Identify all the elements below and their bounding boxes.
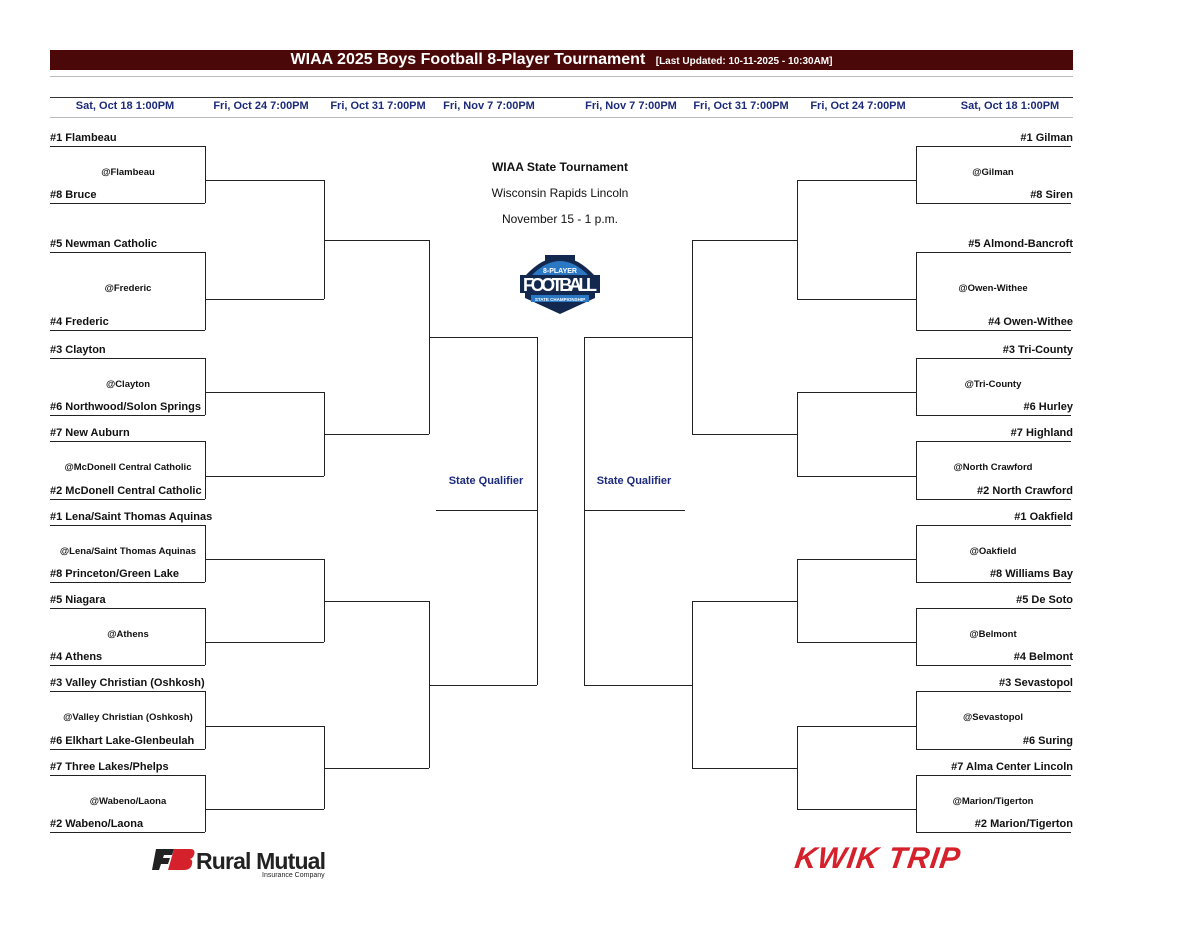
bracket-line (692, 240, 693, 434)
bracket-line (205, 476, 324, 477)
round-date: Fri, Nov 7 7:00PM (443, 100, 535, 112)
bracket-line (692, 434, 797, 435)
round-date: Sat, Oct 18 1:00PM (75, 100, 175, 112)
team-seed: #3 Valley Christian (Oshkosh) (50, 677, 205, 689)
state-qualifier-label: State Qualifier (448, 475, 524, 487)
team-seed: #3 Sevastopol (999, 677, 1073, 689)
team-seed: #2 Wabeno/Laona (50, 818, 144, 830)
bracket-line (916, 582, 1071, 583)
game-site: @Owen-Withee (958, 283, 1028, 294)
game-site: @Sevastopol (963, 712, 1023, 723)
bracket-line (692, 240, 797, 241)
game-site: @Oakfield (969, 546, 1017, 557)
team-seed: #5 Almond-Bancroft (968, 238, 1073, 250)
game-site: @Wabeno/Laona (89, 796, 167, 807)
divider (50, 117, 1073, 118)
bracket-line (916, 525, 1071, 526)
team-seed: #3 Tri-County (1002, 344, 1073, 356)
bracket-line (916, 203, 1071, 204)
game-site: @Lena/Saint Thomas Aquinas (59, 546, 197, 557)
team-seed: #1 Oakfield (1014, 511, 1073, 523)
bracket-line (205, 559, 324, 560)
bracket-line (50, 691, 205, 692)
game-site: @Tri-County (964, 379, 1022, 390)
bracket-line (916, 832, 1071, 833)
round-date: Sat, Oct 18 1:00PM (960, 100, 1060, 112)
bracket-line (916, 330, 1071, 331)
game-site: @North Crawford (953, 462, 1033, 473)
team-seed: #1 Gilman (1020, 132, 1073, 144)
team-seed: #3 Clayton (50, 344, 106, 356)
game-site: @Flambeau (101, 167, 155, 178)
round-date: Fri, Nov 7 7:00PM (585, 100, 677, 112)
game-site: @Gilman (972, 167, 1014, 178)
team-seed: #6 Elkhart Lake-Glenbeulah (50, 735, 195, 747)
bracket-line (50, 775, 205, 776)
bracket-line (692, 601, 797, 602)
bracket-line (324, 434, 429, 435)
bracket-line (797, 809, 916, 810)
team-seed: #8 Siren (1030, 189, 1073, 201)
bracket-line (797, 392, 916, 393)
bracket-line (324, 240, 429, 241)
team-seed: #1 Lena/Saint Thomas Aquinas (50, 511, 213, 523)
bracket-line (797, 180, 916, 181)
rural-mutual-sub: Insurance Company (262, 872, 325, 879)
bracket-line (916, 415, 1071, 416)
bracket-line (429, 337, 537, 338)
game-site: @Valley Christian (Oshkosh) (63, 712, 193, 723)
bracket-line (584, 337, 692, 338)
bracket-line (50, 582, 205, 583)
team-seed: #4 Owen-Withee (988, 316, 1073, 328)
team-seed: #8 Williams Bay (989, 568, 1073, 580)
bracket-line (50, 252, 205, 253)
bracket-line (916, 252, 1071, 253)
bracket-line (50, 441, 205, 442)
bracket-line (50, 203, 205, 204)
bracket-line (797, 559, 916, 560)
team-seed: #5 Newman Catholic (50, 238, 157, 250)
bracket-line (537, 337, 538, 685)
team-seed: #7 Alma Center Lincoln (951, 761, 1073, 773)
game-site: @Marion/Tigerton (952, 796, 1034, 807)
rural-mutual-name: Rural Mutual (196, 848, 326, 874)
team-seed: #6 Northwood/Solon Springs (50, 401, 201, 413)
bracket-line (916, 499, 1071, 500)
bracket-line (916, 691, 1071, 692)
bracket-line (584, 685, 692, 686)
bracket-line (50, 146, 205, 147)
bracket-line (916, 146, 1071, 147)
game-site: @Frederic (104, 283, 152, 294)
bracket-line (797, 392, 798, 476)
logo-text: 8-PLAYER (543, 268, 577, 275)
bracket-line (205, 299, 324, 300)
team-seed: #6 Hurley (1023, 401, 1073, 413)
team-seed: #8 Bruce (50, 189, 97, 201)
team-seed: #4 Belmont (1013, 651, 1073, 663)
bracket-line (797, 559, 798, 642)
rural-mutual-logo (152, 845, 332, 879)
team-seed: #5 De Soto (1016, 594, 1073, 606)
team-seed: #4 Frederic (50, 316, 109, 328)
bracket-line (916, 608, 1071, 609)
bracket-line (205, 642, 324, 643)
bracket-line (797, 180, 798, 299)
round-date: Fri, Oct 24 7:00PM (810, 100, 906, 112)
game-site: @McDonell Central Catholic (64, 462, 192, 473)
bracket-line (50, 525, 205, 526)
bracket-line (205, 809, 324, 810)
bracket-line (50, 832, 205, 833)
bracket-line (50, 358, 205, 359)
bracket-line (692, 601, 693, 768)
center-date: November 15 - 1 p.m. (501, 212, 619, 226)
state-qualifier-label: State Qualifier (596, 475, 672, 487)
page-title: WIAA 2025 Boys Football 8-Player Tournament (290, 51, 646, 68)
last-updated: [Last Updated: 10-11-2025 - 10:30AM] (655, 56, 833, 67)
championship-logo (517, 246, 603, 316)
bracket-line (916, 441, 1071, 442)
team-seed: #2 North Crawford (977, 485, 1073, 497)
round-date: Fri, Oct 31 7:00PM (330, 100, 426, 112)
team-seed: #1 Flambeau (50, 132, 117, 144)
center-title: WIAA State Tournament (491, 160, 628, 174)
bracket-line (50, 499, 205, 500)
team-seed: #7 Three Lakes/Phelps (50, 761, 169, 773)
bracket-line (50, 608, 205, 609)
bracket-line (916, 665, 1071, 666)
logo-text: FOOTBALL (523, 275, 597, 295)
divider (50, 97, 1073, 98)
bracket-line (324, 601, 429, 602)
game-site: @Clayton (105, 379, 151, 390)
bracket-line (692, 768, 797, 769)
bracket-line (797, 642, 916, 643)
bracket-line (205, 726, 324, 727)
bracket-line (429, 685, 537, 686)
bracket-line (916, 358, 1071, 359)
game-site: @Athens (107, 629, 149, 640)
bracket-line (205, 180, 324, 181)
bracket-line (797, 476, 916, 477)
team-seed: #6 Suring (1022, 735, 1073, 747)
bracket-line (50, 665, 205, 666)
bracket-line (916, 749, 1071, 750)
bracket-line (50, 749, 205, 750)
team-seed: #7 Highland (1010, 427, 1073, 439)
kwik-trip-logo: KWIK TRIP (792, 842, 964, 875)
center-venue: Wisconsin Rapids Lincoln (491, 186, 629, 200)
team-seed: #2 McDonell Central Catholic (50, 485, 202, 497)
title-bar (50, 50, 1073, 70)
bracket-line (205, 392, 324, 393)
bracket-line (50, 330, 205, 331)
bracket-line (584, 510, 685, 511)
team-seed: #5 Niagara (50, 594, 106, 606)
game-site: @Belmont (969, 629, 1017, 640)
bracket-line (797, 299, 916, 300)
team-seed: #2 Marion/Tigerton (974, 818, 1073, 830)
bracket-line (436, 510, 537, 511)
divider (50, 76, 1073, 77)
bracket-line (916, 775, 1071, 776)
team-seed: #8 Princeton/Green Lake (50, 568, 179, 580)
logo-text: STATE CHAMPIONSHIP (534, 297, 586, 302)
bracket-line (797, 726, 916, 727)
round-date: Fri, Oct 31 7:00PM (693, 100, 789, 112)
team-seed: #7 New Auburn (50, 427, 130, 439)
bracket-line (50, 415, 205, 416)
bracket-line (324, 768, 429, 769)
round-date: Fri, Oct 24 7:00PM (213, 100, 309, 112)
team-seed: #4 Athens (50, 651, 103, 663)
bracket-line (797, 726, 798, 809)
